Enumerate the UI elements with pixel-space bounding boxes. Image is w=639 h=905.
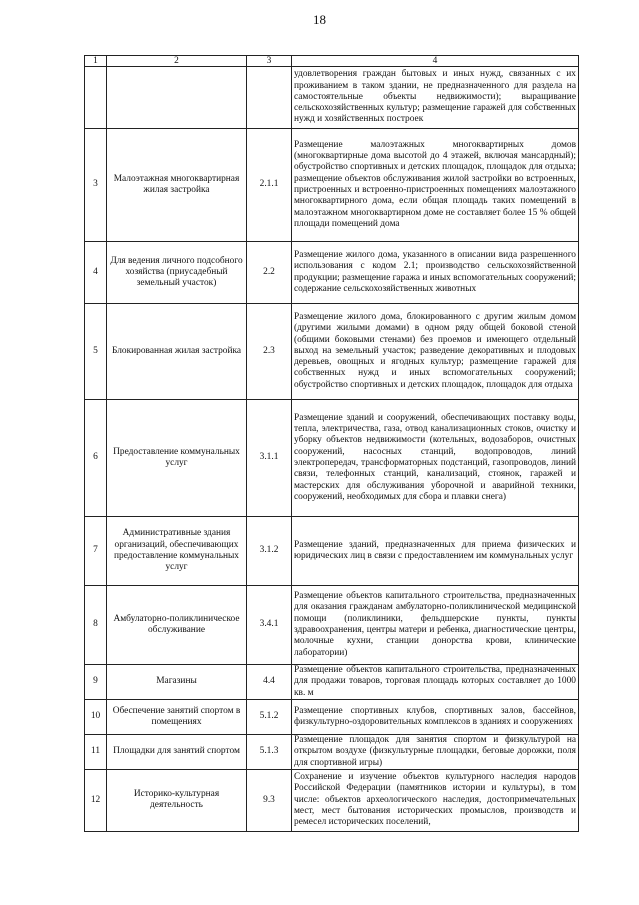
table-row bbox=[85, 769, 579, 831]
header-col-1: 1 bbox=[85, 56, 107, 67]
header-col-4: 4 bbox=[292, 56, 579, 67]
row-number: 11 bbox=[85, 734, 107, 769]
table-row bbox=[85, 665, 579, 700]
row-description: Размещение зданий и сооружений, обеспечивающих поставку воды, тепла, электричества, газа, отвод канализационных стоков, очистку и уборку объектов недвижимости (котельных, водозаборов, очистных сооружений, насосных станций, водопроводов, линий электропередач, трансформаторных подстанций, газопроводов, линий связи, телефонных станций, канализаций, стоянок, гаражей и мастерских для обслуживания уборочной и аварийной техники, сооружений, необходимых для сбора и плавки снега) bbox=[292, 400, 579, 517]
row-name: Блокированная жилая застройка bbox=[107, 304, 247, 400]
page-number: 18 bbox=[313, 12, 326, 27]
row-code: 3.4.1 bbox=[247, 586, 292, 665]
table-row bbox=[85, 734, 579, 769]
row-name: Магазины bbox=[107, 665, 247, 700]
row-number: 4 bbox=[85, 242, 107, 304]
row-code: 4.4 bbox=[247, 665, 292, 700]
table-row bbox=[85, 699, 579, 734]
row-number: 9 bbox=[85, 665, 107, 700]
row-code: 2.1.1 bbox=[247, 129, 292, 242]
row-description: Размещение площадок для занятия спортом и физкультурой на открытом воздухе (физкультурные площадки, беговые дорожки, поля для спортивной игры) bbox=[292, 734, 579, 769]
row-name: Административные здания организаций, обеспечивающих предоставление коммунальных услуг bbox=[107, 517, 247, 586]
row-code: 3.1.2 bbox=[247, 517, 292, 586]
row-number: 12 bbox=[85, 769, 107, 831]
row-name: Амбулаторно-поликлиническое обслуживание bbox=[107, 586, 247, 665]
row-description: Размещение объектов капитального строительства, предназначенных для продажи товаров, торговая площадь которых составляет до 1000 кв. м bbox=[292, 665, 579, 700]
row-description: Размещение объектов капитального строительства, предназначенных для оказания гражданам амбулаторно-поликлинической медицинской помощи (поликлиники, фельдшерские пункты, пункты здравоохранения, центры матери и ребенка, диагностические центры, молочные кухни, станции донорства крови, клинические лаборатории) bbox=[292, 586, 579, 665]
table-row bbox=[85, 400, 579, 517]
row-number: 7 bbox=[85, 517, 107, 586]
row-name: Историко-культурная деятельность bbox=[107, 769, 247, 831]
row-code: 2.3 bbox=[247, 304, 292, 400]
row-description: удовлетворения граждан бытовых и иных нужд, связанных с их проживанием в таком здании, не предназначенного для раздела на самостоятельные объекты недвижимости); выращивание сельскохозяйственных культур; размещение гаражей для собственных нужд и хозяйственных построек bbox=[292, 67, 579, 129]
table-header-row bbox=[85, 56, 579, 67]
row-name bbox=[107, 67, 247, 129]
table-row bbox=[85, 586, 579, 665]
row-code: 5.1.2 bbox=[247, 699, 292, 734]
row-name: Для ведения личного подсобного хозяйства (приусадебный земельный участок) bbox=[107, 242, 247, 304]
row-number: 5 bbox=[85, 304, 107, 400]
table-row bbox=[85, 517, 579, 586]
row-description: Размещение малоэтажных многоквартирных домов (многоквартирные дома высотой до 4 этажей, включая мансардный); обустройство спортивных и детских площадок, площадок для отдыха; размещение объектов обслуживания жилой застройки во встроенных, пристроенных и встроенно-пристроенных помещениях малоэтажного многоквартирного дома, если общая площадь таких помещений в малоэтажном многоквартирном доме не составляет более 15 % общей площади помещений дома bbox=[292, 129, 579, 242]
row-code bbox=[247, 67, 292, 129]
header-col-3: 3 bbox=[247, 56, 292, 67]
table-row bbox=[85, 304, 579, 400]
row-number: 6 bbox=[85, 400, 107, 517]
row-number: 10 bbox=[85, 699, 107, 734]
row-name: Предоставление коммунальных услуг bbox=[107, 400, 247, 517]
row-description: Размещение жилого дома, блокированного с другим жилым домом (другими жилыми домами) в одном ряду общей боковой стеной (общими боковыми стенами) без проемов и имеющего отдельный выход на земельный участок; разведение декоративных и плодовых деревьев, овощных и ягодных культур; размещение гаражей для собственных нужд и иных вспомогательных сооружений; обустройство спортивных и детских площадок, площадок для отдыха bbox=[292, 304, 579, 400]
row-description: Размещение жилого дома, указанного в описании вида разрешенного использования с кодом 2.1; производство сельскохозяйственной продукции; размещение гаража и иных вспомогательных сооружений; содержание сельскохозяйственных животных bbox=[292, 242, 579, 304]
row-description: Размещение зданий, предназначенных для приема физических и юридических лиц в связи с предоставлением им коммунальных услуг bbox=[292, 517, 579, 586]
row-name: Площадки для занятий спортом bbox=[107, 734, 247, 769]
row-name: Обеспечение занятий спортом в помещениях bbox=[107, 699, 247, 734]
table-row bbox=[85, 129, 579, 242]
row-code: 5.1.3 bbox=[247, 734, 292, 769]
row-code: 3.1.1 bbox=[247, 400, 292, 517]
row-name: Малоэтажная многоквартирная жилая застройка bbox=[107, 129, 247, 242]
table-row bbox=[85, 242, 579, 304]
row-code: 9.3 bbox=[247, 769, 292, 831]
table-row bbox=[85, 67, 579, 129]
header-col-2: 2 bbox=[107, 56, 247, 67]
row-code: 2.2 bbox=[247, 242, 292, 304]
row-description: Сохранение и изучение объектов культурного наследия народов Российской Федерации (памятников истории и культуры), в том числе: объектов археологического наследия, достопримечательных мест, мест бытования исторических промыслов, производств и ремесел исторических поселений, bbox=[292, 769, 579, 831]
row-number: 8 bbox=[85, 586, 107, 665]
land-use-table bbox=[84, 55, 579, 832]
row-number: 3 bbox=[85, 129, 107, 242]
row-description: Размещение спортивных клубов, спортивных залов, бассейнов, физкультурно-оздоровительных комплексов в зданиях и сооружениях bbox=[292, 699, 579, 734]
row-number bbox=[85, 67, 107, 129]
